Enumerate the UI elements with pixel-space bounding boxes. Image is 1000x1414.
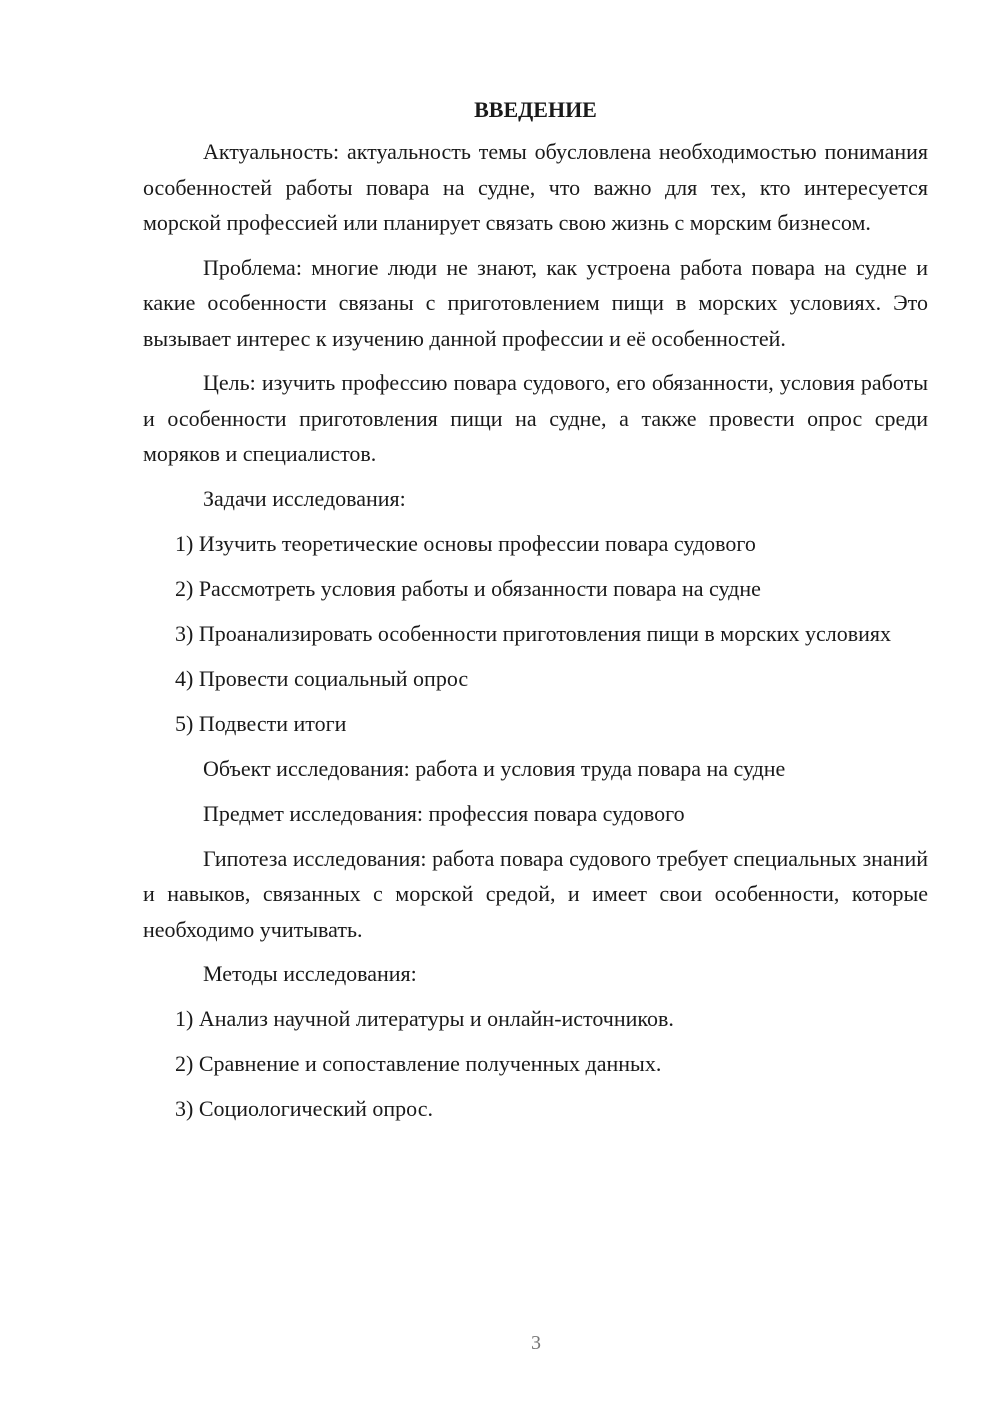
methods-heading: Методы исследования: <box>203 961 417 986</box>
task-item: 2) Рассмотреть условия работы и обязанности повара на судне <box>175 575 761 601</box>
hypothesis-paragraph: Гипотеза исследования: работа повара судового требует специальных знаний и навыков, связанных с морской средой, и имеет свои особенности, которые необходимо учитывать. <box>143 845 928 942</box>
method-item: 3) Социологический опрос. <box>175 1096 433 1121</box>
problem-paragraph: Проблема: многие люди не знают, как устроена работа повара на судне и какие особенности связаны с приготовлением пищи в морских условиях. Это вызывает интерес к изучению данной профессии и её особенностей. <box>143 254 928 351</box>
research-object: Объект исследования: работа и условия труда повара на судне <box>203 755 786 781</box>
relevance-paragraph: Актуальность: актуальность темы обусловлена необходимостью понимания особенностей работы повара на судне, что важно для тех, кто интересуется морской профессией или планирует связать свою жизнь с морским бизнесом. <box>143 139 928 235</box>
task-item: 3) Проанализировать особенности приготовления пищи в морских условиях <box>175 620 891 646</box>
method-item: 1) Анализ научной литературы и онлайн-источников. <box>175 1006 674 1031</box>
document-page <box>143 92 928 1136</box>
goal-paragraph: Цель: изучить профессию повара судового, его обязанности, условия работы и особенности приготовления пищи на судне, а также провести опрос среди моряков и специалистов. <box>143 370 928 466</box>
tasks-heading: Задачи исследования: <box>203 485 406 511</box>
task-item: 5) Подвести итоги <box>175 710 347 736</box>
research-subject: Предмет исследования: профессия повара судового <box>203 800 685 826</box>
section-heading: ВВЕДЕНИЕ <box>474 97 597 122</box>
method-item: 2) Сравнение и сопоставление полученных данных. <box>175 1051 662 1076</box>
task-item: 4) Провести социальный опрос <box>175 665 469 691</box>
page-number: 3 <box>531 1332 541 1354</box>
task-item: 1) Изучить теоретические основы профессии повара судового <box>175 530 756 556</box>
